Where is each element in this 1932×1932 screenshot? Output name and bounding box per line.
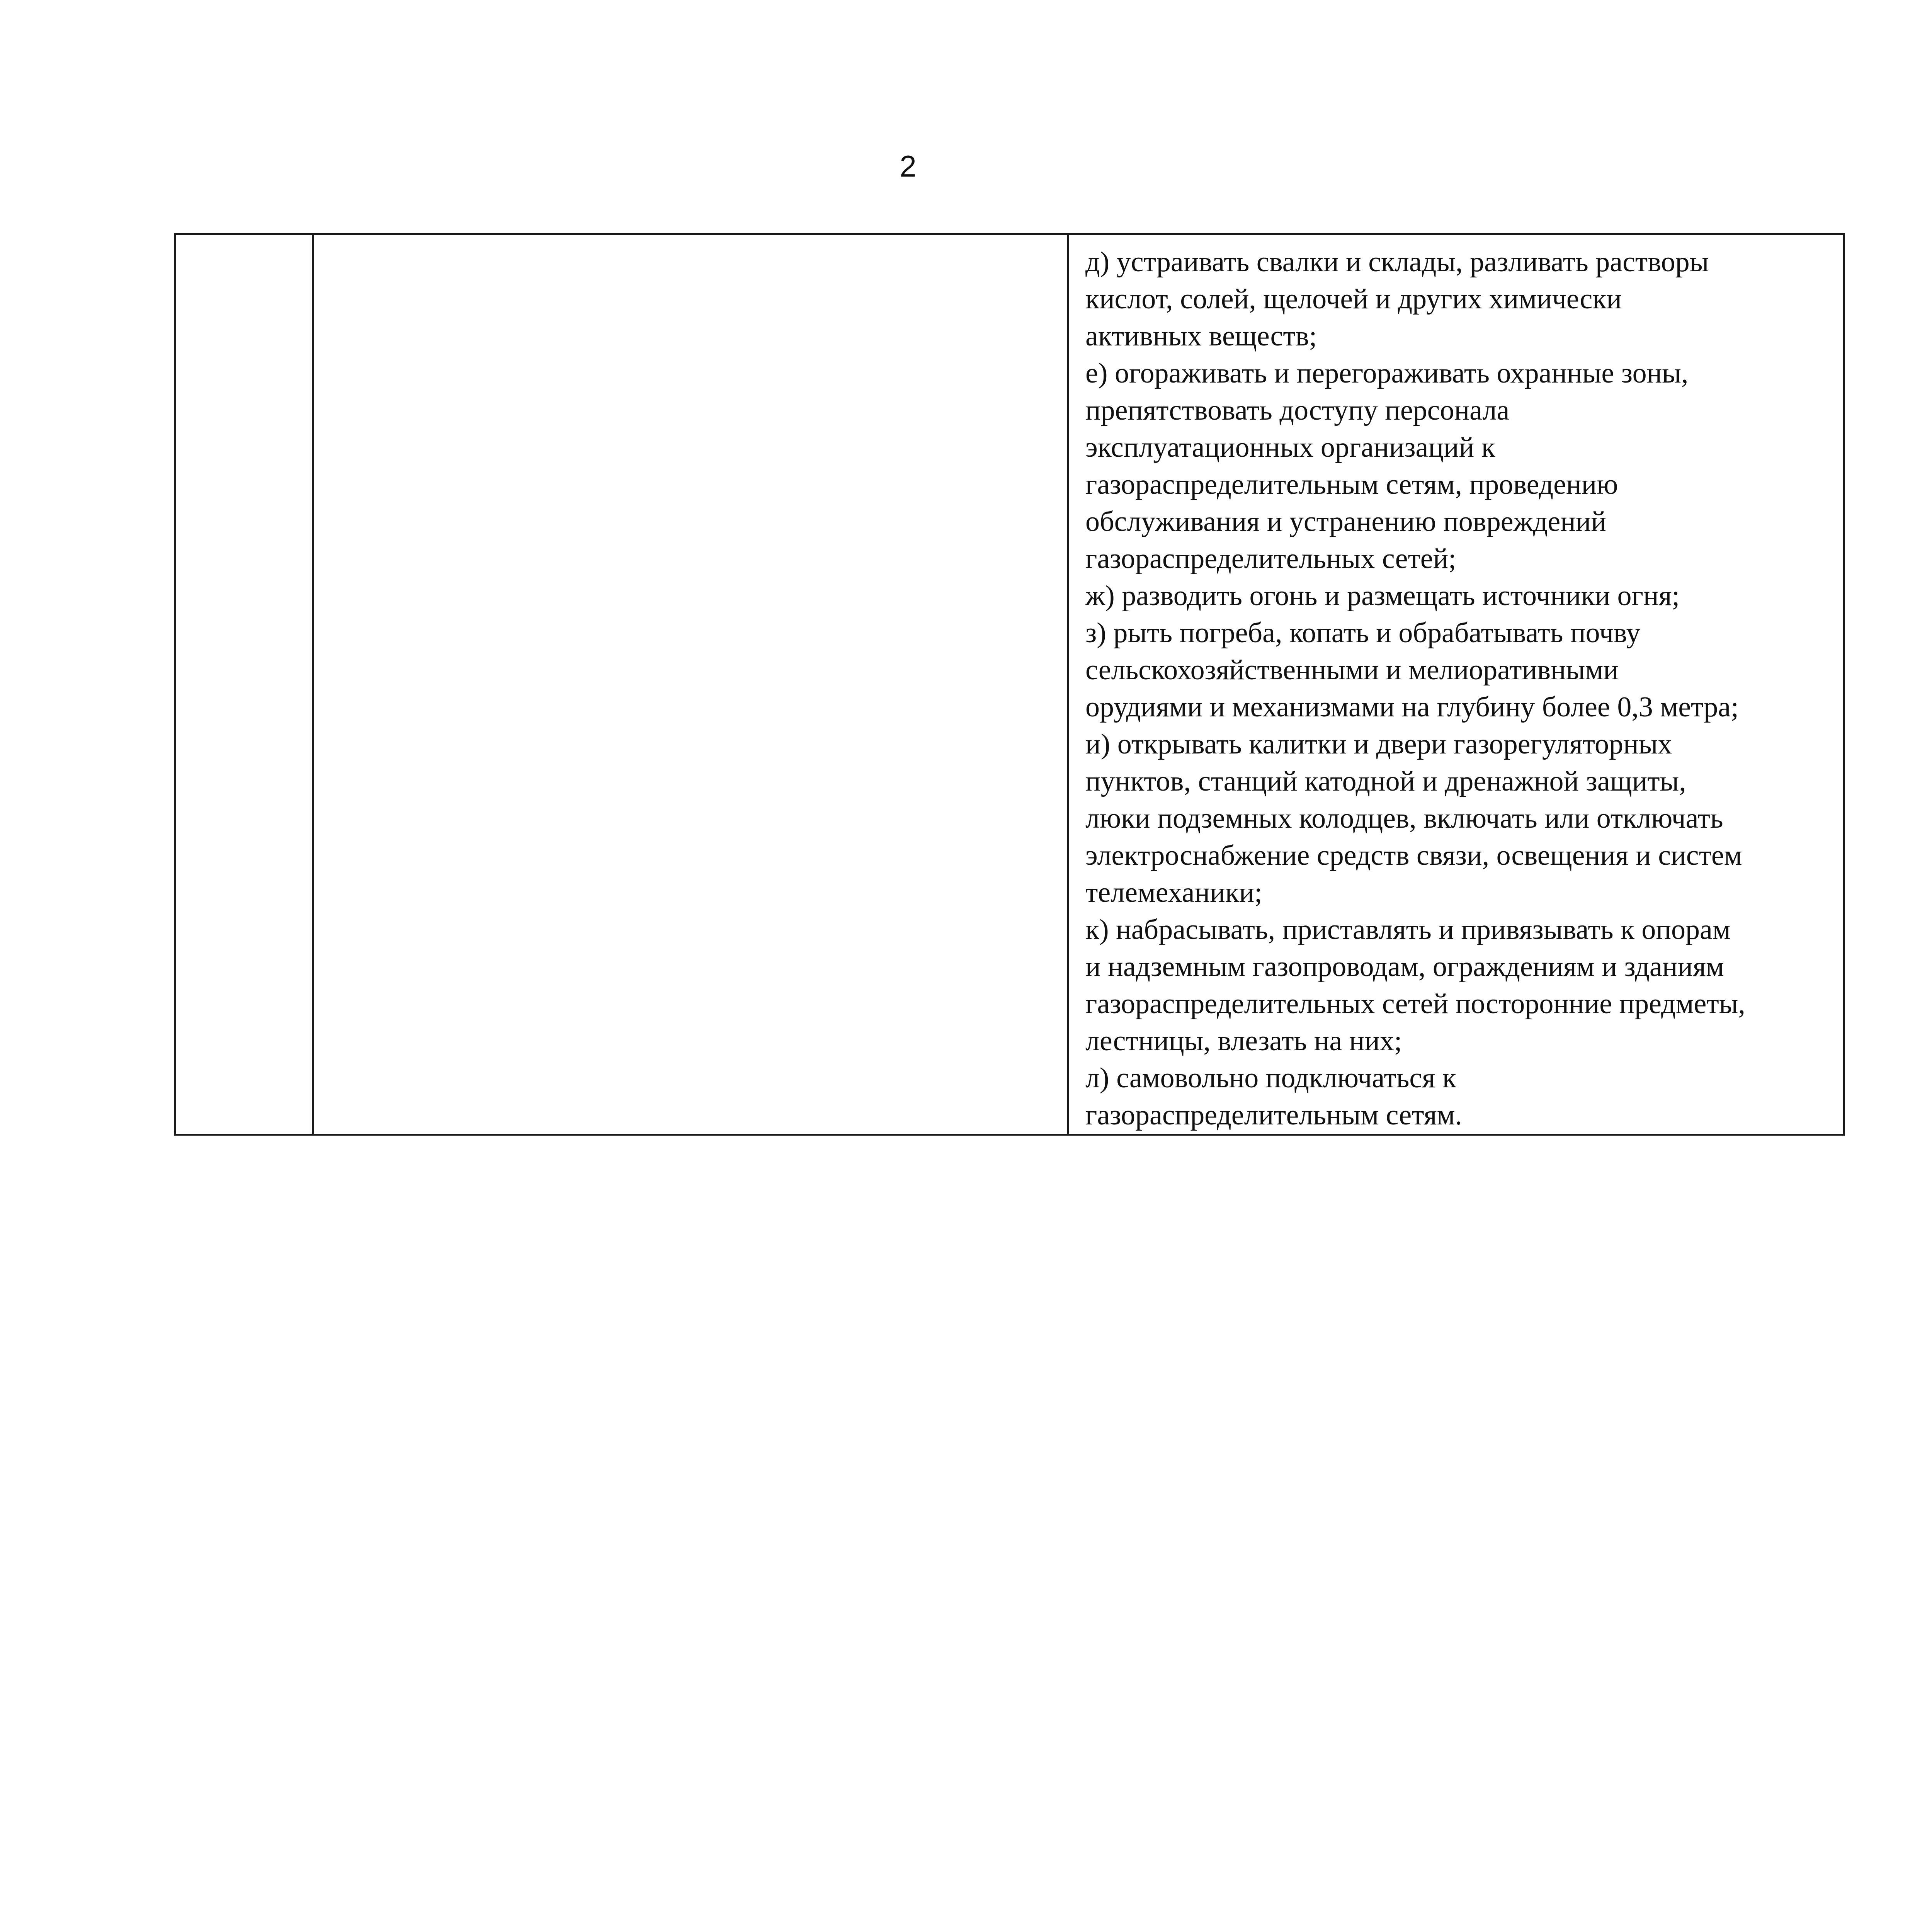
restriction-line: пунктов, станций катодной и дренажной защиты, (1085, 765, 1686, 797)
restriction-line: эксплуатационных организаций к (1085, 432, 1495, 463)
restriction-line: д) устраивать свалки и склады, разливать растворы (1085, 246, 1709, 278)
restriction-line: телемеханики; (1085, 877, 1262, 908)
restriction-line: з) рыть погреба, копать и обрабатывать почву (1085, 617, 1641, 649)
restriction-line: орудиями и механизмами на глубину более 0,3 метра; (1085, 691, 1739, 723)
restrictions-table (174, 233, 1845, 1136)
restriction-line: л) самовольно подключаться к (1085, 1062, 1456, 1094)
table-cell-description (313, 234, 1068, 1135)
table-cell-number (175, 234, 313, 1135)
restriction-line: и надземным газопроводам, ограждениям и зданиям (1085, 951, 1724, 983)
restriction-line: и) открывать калитки и двери газорегуляторных (1085, 728, 1672, 760)
restriction-line: сельскохозяйственными и мелиоративными (1085, 654, 1619, 686)
restrictions-text (1069, 235, 1843, 1134)
restriction-line: газораспределительным сетям. (1085, 1099, 1463, 1131)
table-row (175, 234, 1844, 1135)
restriction-line: люки подземных колодцев, включать или отключать (1085, 803, 1723, 834)
restriction-line: активных веществ; (1085, 320, 1317, 352)
restriction-line: газораспределительным сетям, проведению (1085, 469, 1618, 500)
restriction-line: е) огораживать и перегораживать охранные зоны, (1085, 357, 1689, 389)
restriction-line: кислот, солей, щелочей и других химически (1085, 283, 1622, 315)
restriction-line: электроснабжение средств связи, освещения и систем (1085, 840, 1742, 871)
restriction-line: лестницы, влезать на них; (1085, 1025, 1402, 1057)
restriction-line: обслуживания и устранению повреждений (1085, 506, 1607, 537)
page-number: 2 (900, 149, 917, 183)
restriction-line: газораспределительных сетей; (1085, 543, 1456, 575)
restriction-line: к) набрасывать, приставлять и привязывать к опорам (1085, 914, 1731, 946)
table-cell-restrictions (1068, 234, 1844, 1135)
restriction-line: ж) разводить огонь и размещать источники огня; (1085, 580, 1680, 612)
restriction-line: газораспределительных сетей посторонние предметы, (1085, 988, 1745, 1020)
restriction-line: препятствовать доступу персонала (1085, 395, 1510, 426)
